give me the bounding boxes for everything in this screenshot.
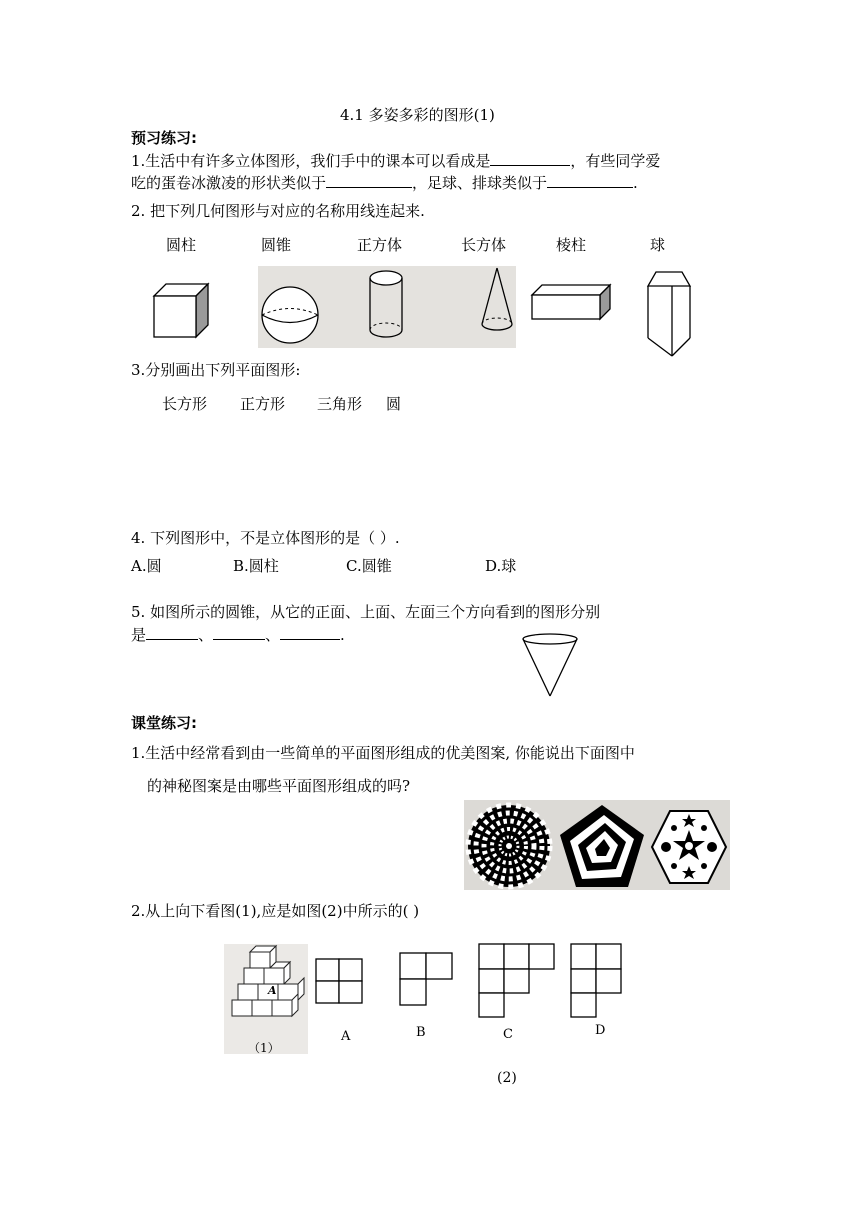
q4-text: 4. 下列图形中，不是立体图形的是（ ）. bbox=[131, 529, 400, 547]
cone-figure bbox=[480, 266, 514, 336]
class-q2-text: 2.从上向下看图(1),应是如图(2)中所示的( ) bbox=[131, 902, 420, 920]
q4-option-b[interactable]: B.圆柱 bbox=[233, 557, 279, 575]
q1-line1 bbox=[131, 151, 660, 171]
spiral-pentagon-pattern bbox=[558, 803, 646, 889]
q4-option-a[interactable]: A.圆 bbox=[131, 557, 162, 575]
inverted-cone-figure bbox=[520, 632, 580, 698]
shape-rectangle: 长方形 bbox=[162, 395, 208, 413]
figure-1-label: （1） bbox=[248, 1041, 280, 1055]
name-prism: 棱柱 bbox=[556, 236, 587, 254]
cuboid-figure bbox=[531, 283, 613, 321]
concentric-checker-pattern bbox=[466, 803, 552, 889]
option-c-grid[interactable] bbox=[478, 943, 558, 1019]
figure-2-label: (2) bbox=[497, 1070, 517, 1086]
q1-text-e: . bbox=[633, 174, 638, 192]
q1-line2 bbox=[131, 173, 638, 193]
q3-text: 3.分别画出下列平面图形: bbox=[131, 361, 301, 379]
name-cone: 圆锥 bbox=[261, 236, 292, 254]
class-q1-line2: 的神秘图案是由哪些平面图形组成的吗? bbox=[147, 777, 411, 795]
q1-text-b: ，有些同学爱 bbox=[570, 152, 661, 170]
preview-heading: 预习练习: bbox=[131, 129, 197, 147]
q1-text-c: 吃的蛋卷冰激凌的形状类似于 bbox=[131, 174, 327, 192]
q4-option-c[interactable]: C.圆锥 bbox=[346, 557, 392, 575]
q5-sep-1: 、 bbox=[198, 626, 214, 644]
cube-figure bbox=[154, 282, 214, 342]
cube-label-a: A bbox=[268, 984, 277, 997]
class-heading: 课堂练习: bbox=[131, 714, 197, 732]
name-cuboid: 长方体 bbox=[461, 236, 507, 254]
answer-blank-1[interactable] bbox=[490, 151, 570, 166]
q5-line2 bbox=[131, 625, 345, 645]
q1-text-a: 1.生活中有许多立体图形，我们手中的课本可以看成是 bbox=[131, 152, 491, 170]
cylinder-figure bbox=[368, 269, 408, 341]
option-c-label: C bbox=[503, 1027, 513, 1042]
sphere-figure bbox=[260, 285, 320, 345]
option-a-grid[interactable] bbox=[315, 958, 365, 1008]
answer-blank-2[interactable] bbox=[326, 173, 412, 188]
answer-blank-4[interactable] bbox=[146, 625, 198, 640]
answer-blank-6[interactable] bbox=[280, 625, 340, 640]
shape-circle: 圆 bbox=[386, 395, 402, 413]
q5-text-a: 是 bbox=[131, 626, 147, 644]
q5-sep-2: 、 bbox=[265, 626, 281, 644]
name-sphere: 球 bbox=[650, 236, 666, 254]
shape-square: 正方形 bbox=[240, 395, 286, 413]
q1-text-d: ，足球、排球类似于 bbox=[412, 174, 548, 192]
page-title: 4.1 多姿多彩的图形(1) bbox=[340, 106, 495, 124]
class-q1-line1: 1.生活中经常看到由一些简单的平面图形组成的优美图案, 你能说出下面图中 bbox=[131, 744, 635, 762]
name-cube: 正方体 bbox=[357, 236, 403, 254]
option-d-grid[interactable] bbox=[570, 943, 624, 1019]
answer-blank-5[interactable] bbox=[213, 625, 265, 640]
prism-figure bbox=[644, 270, 694, 358]
option-b-label: B bbox=[416, 1025, 426, 1040]
cube-stack-figure bbox=[224, 944, 308, 1034]
answer-blank-3[interactable] bbox=[547, 173, 633, 188]
hexagon-star-pattern bbox=[650, 808, 728, 886]
name-cylinder: 圆柱 bbox=[166, 236, 197, 254]
q2-text: 2. 把下列几何图形与对应的名称用线连起来. bbox=[131, 202, 425, 220]
option-a-label: A bbox=[341, 1029, 351, 1044]
shape-triangle: 三角形 bbox=[317, 395, 363, 413]
q5-line1: 5. 如图所示的圆锥，从它的正面、上面、左面三个方向看到的图形分别 bbox=[131, 603, 601, 621]
q5-end: . bbox=[340, 626, 345, 644]
option-d-label: D bbox=[595, 1023, 606, 1038]
q4-option-d[interactable]: D.球 bbox=[485, 557, 517, 575]
option-b-grid[interactable] bbox=[399, 952, 455, 1008]
